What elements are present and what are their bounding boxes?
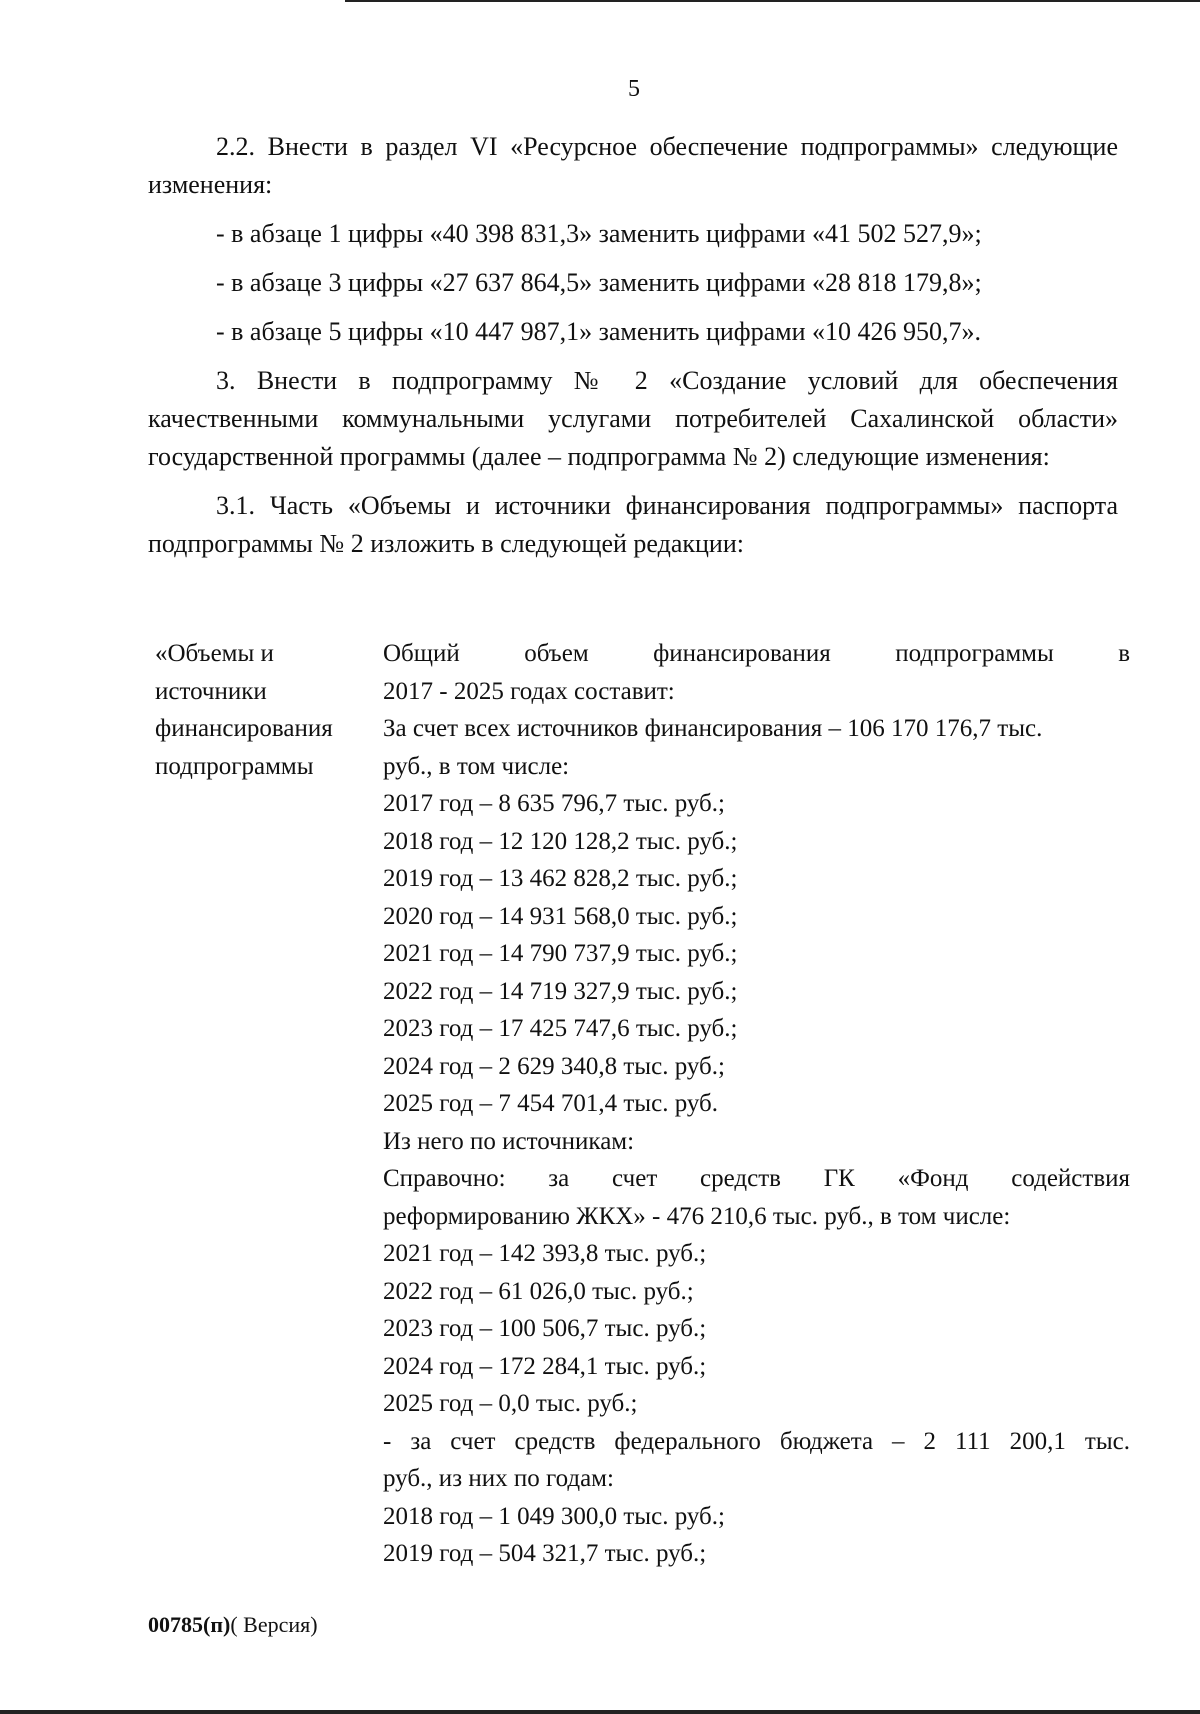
funding-year-line: 2022 год – 14 719 327,9 тыс. руб.; [383, 977, 738, 1005]
fund-year-line: 2023 год – 100 506,7 тыс. руб.; [383, 1315, 707, 1342]
fund-year-line: 2021 год – 142 393,8 тыс. руб.; [383, 1240, 707, 1267]
funding-year-line: 2024 год – 2 629 340,8 тыс. руб.; [383, 1052, 725, 1080]
fund-reference-line: Справочно: за счет средств ГК «Фонд содействия [383, 1165, 1130, 1192]
federal-year-line: 2019 год – 504 321,7 тыс. руб.; [383, 1540, 707, 1567]
section-label-line: «Объемы и [155, 640, 274, 667]
bottom-edge-line [0, 1710, 1200, 1714]
funding-total-line: За счет всех источников финансирования – 106 170 176,7 тыс. [383, 715, 1043, 742]
funding-total-line: руб., в том числе: [383, 752, 570, 780]
section-label [155, 635, 375, 785]
section-label-line: источники [155, 677, 267, 705]
funding-year-line: 2019 год – 13 462 828,2 тыс. руб.; [383, 865, 738, 892]
fund-year-line: 2025 год – 0,0 тыс. руб.; [383, 1390, 638, 1417]
paragraph-2-2: 2.2. Внести в раздел VI «Ресурсное обеспечение подпрограммы» следующие изменения: [148, 132, 1118, 199]
document-version: ( Версия) [230, 1612, 318, 1637]
fund-year-line: 2022 год – 61 026,0 тыс. руб.; [383, 1277, 694, 1305]
section-label-line: финансирования [155, 715, 333, 742]
section-content [383, 635, 1130, 1573]
federal-budget-line: - за счет средств федерального бюджета – 2 111 200,1 тыс. [383, 1427, 1130, 1455]
page-number: 5 [628, 76, 640, 102]
amendments-text [148, 128, 1118, 563]
amendment-item-1: - в абзаце 1 цифры «40 398 831,3» заменить цифрами «41 502 527,9»; [216, 219, 982, 248]
section-label-line: подпрограммы [155, 752, 314, 780]
funding-year-line: 2025 год – 7 454 701,4 тыс. руб. [383, 1090, 719, 1117]
paragraph-3: 3. Внести в подпрограмму № 2 «Создание условий для обеспечения качественными коммунальными услугами потребителей Сахалинской области» государственной программы (далее – подпрограмма № 2) следующие изменения: [148, 366, 1118, 471]
funding-year-line: 2018 год – 12 120 128,2 тыс. руб.; [383, 827, 738, 855]
document-code [148, 1612, 318, 1638]
funding-year-line: 2017 год – 8 635 796,7 тыс. руб.; [383, 790, 725, 817]
funding-intro-line: 2017 - 2025 годах составит: [383, 677, 675, 705]
federal-budget-line: руб., из них по годам: [383, 1465, 614, 1492]
document-number: 00785(п) [148, 1612, 231, 1637]
fund-reference-line: реформированию ЖКХ» - 476 210,6 тыс. руб., в том числе: [383, 1202, 1011, 1230]
sources-heading: Из него по источникам: [383, 1127, 635, 1155]
top-edge-line [345, 0, 1200, 2]
paragraph-3-1: 3.1. Часть «Объемы и источники финансирования подпрограммы» паспорта подпрограммы № 2 изложить в следующей редакции: [148, 491, 1118, 558]
funding-intro-line: Общий объем финансирования подпрограммы в [383, 640, 1130, 667]
federal-year-line: 2018 год – 1 049 300,0 тыс. руб.; [383, 1502, 725, 1530]
amendment-item-3: - в абзаце 5 цифры «10 447 987,1» заменить цифрами «10 426 950,7». [216, 317, 982, 346]
amendment-item-2: - в абзаце 3 цифры «27 637 864,5» заменить цифрами «28 818 179,8»; [216, 268, 982, 297]
funding-year-line: 2023 год – 17 425 747,6 тыс. руб.; [383, 1015, 738, 1042]
funding-year-line: 2020 год – 14 931 568,0 тыс. руб.; [383, 902, 738, 930]
fund-year-line: 2024 год – 172 284,1 тыс. руб.; [383, 1352, 707, 1380]
funding-year-line: 2021 год – 14 790 737,9 тыс. руб.; [383, 940, 738, 967]
